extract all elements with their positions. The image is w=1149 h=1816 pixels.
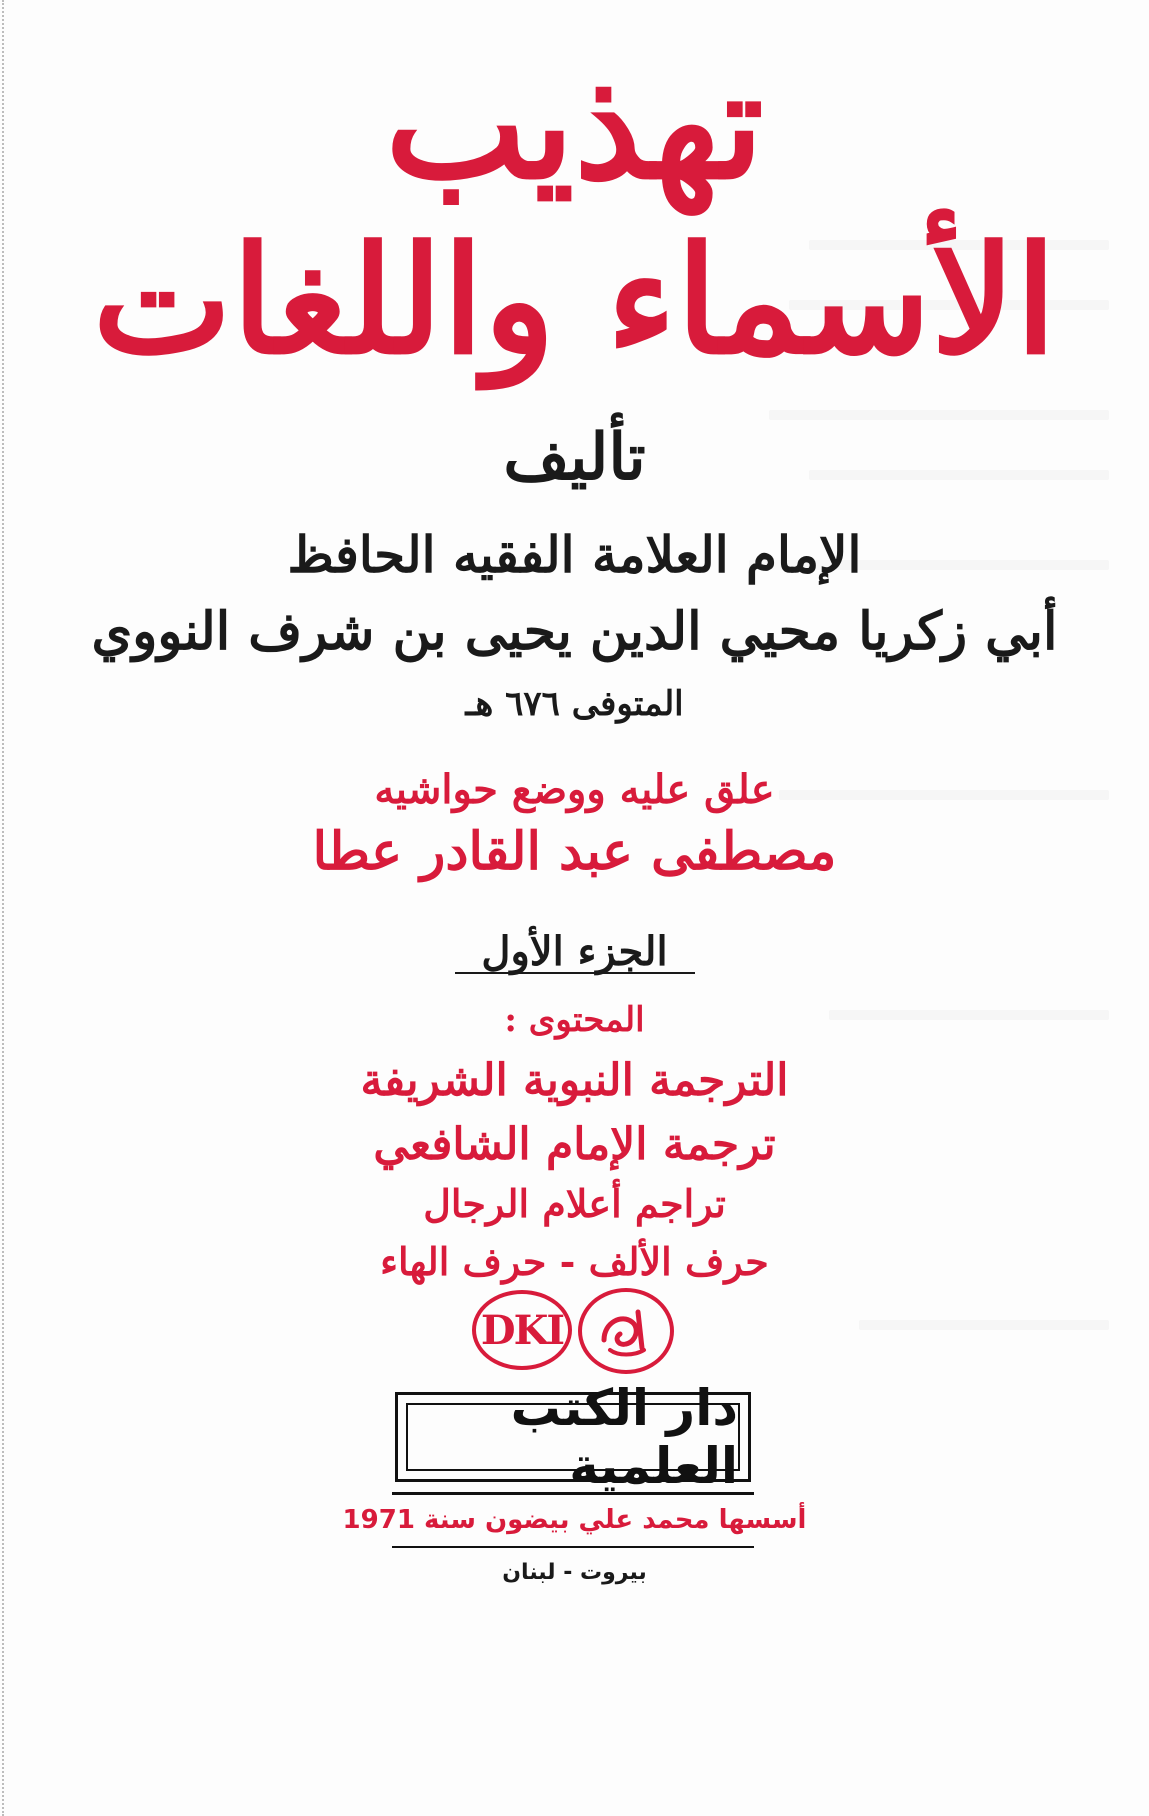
contents-item: ترجمة الإمام الشافعي: [373, 1119, 776, 1170]
volume-underline: [455, 972, 695, 974]
divider: [392, 1492, 754, 1495]
volume-label: الجزء الأول: [481, 928, 668, 975]
editor-note: علق عليه ووضع حواشيه: [374, 766, 775, 813]
contents-item: الترجمة النبوية الشريفة: [360, 1055, 789, 1106]
dki-logo: [472, 1290, 572, 1370]
publisher-seal-icon: [578, 1288, 674, 1374]
contents-item: تراجم أعلام الرجال: [423, 1181, 726, 1226]
authored-by-label: تأليف: [503, 420, 646, 495]
publisher-founded: أسسها محمد علي بيضون سنة 1971: [342, 1505, 807, 1535]
book-title-line1: تهذيب: [385, 37, 764, 213]
contents-item: حرف الألف - حرف الهاء: [380, 1239, 769, 1284]
contents-label: المحتوى :: [504, 1000, 645, 1040]
author-death-date: المتوفى ٦٧٦ هـ: [465, 684, 684, 724]
divider: [392, 1546, 754, 1548]
editor-name: مصطفى عبد القادر عطا: [312, 821, 837, 882]
author-honorific: الإمام العلامة الفقيه الحافظ: [287, 525, 862, 584]
publisher-location: بيروت - لبنان: [502, 1560, 647, 1585]
book-title-line2: الأسماء واللغات: [92, 213, 1057, 387]
publisher-logo-box: [395, 1379, 751, 1495]
author-name: أبي زكريا محيي الدين يحيى بن شرف النووي: [91, 601, 1058, 662]
publisher-name: دار الكتب العلمية: [510, 1379, 738, 1495]
dki-logo-text: DKI: [480, 1306, 564, 1354]
show-through: [859, 1320, 1109, 1330]
